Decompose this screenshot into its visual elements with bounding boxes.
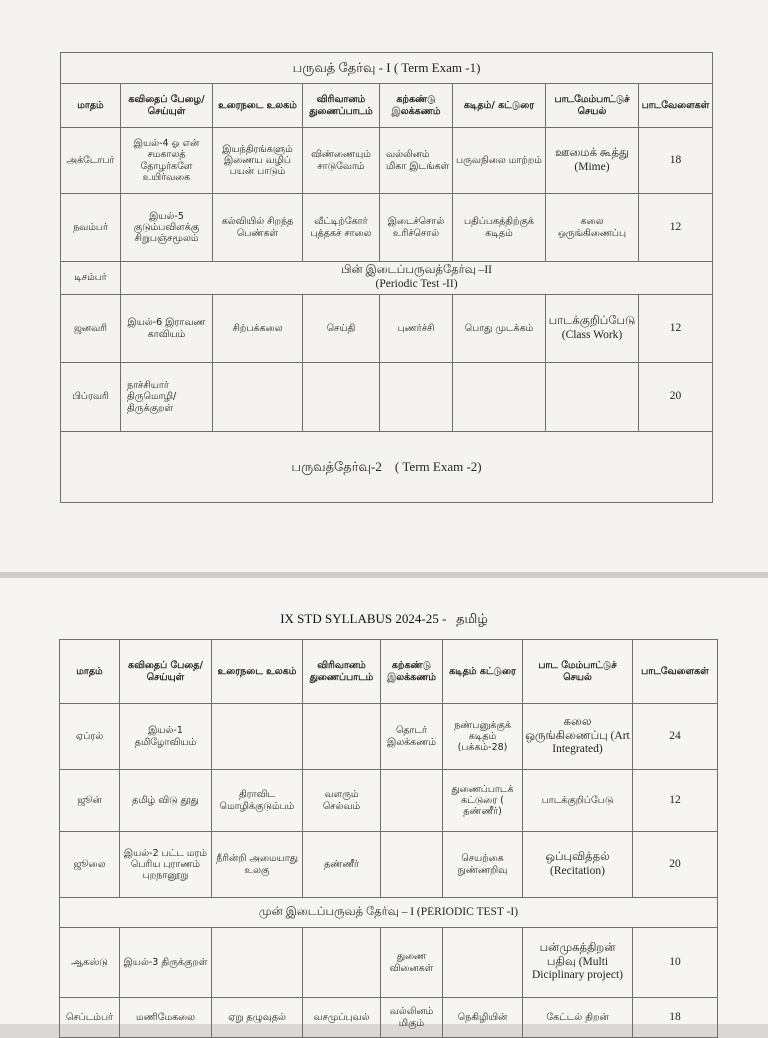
poetry-cell: இயல்-6 இராவண காவியம்: [121, 295, 213, 363]
poetry-cell: மணிமேகலை: [120, 998, 212, 1038]
header-supplementary: விரிவானம் துணைப்பாடம்: [303, 640, 381, 704]
letter-cell: பொது முடக்கம்: [453, 295, 546, 363]
grammar-cell: இடைச்சொல் உரிச்சொல்: [380, 194, 453, 262]
letter-cell: [443, 928, 523, 998]
header-supplementary: விரிவானம் துணைப்பாடம்: [303, 84, 380, 128]
poetry-cell: தமிழ் விடு தூது: [120, 770, 212, 832]
periodic-test-text: பின் இடைப்பருவத்தேர்வு –II: [341, 264, 492, 277]
activity-cell: கலை ஒருங்கிணைப்பு: [546, 194, 639, 262]
table-row: [61, 128, 713, 194]
header-activity: பாட மேம்பாட்டுச் செயல்: [523, 640, 633, 704]
periods-cell: 18: [633, 998, 718, 1038]
header-activity: பாடமேம்பாட்டுச் செயல்: [546, 84, 639, 128]
grammar-cell: வல்லினம் மிகா இடங்கள்: [380, 128, 453, 194]
activity-cell: பாடக்குறிப்பேடு (Class Work): [546, 295, 639, 363]
header-periods: பாடவேளைகள்: [639, 84, 713, 128]
table-row: [60, 928, 718, 998]
grammar-cell: வல்லினம் மிகும்: [381, 998, 443, 1038]
letter-cell: நெகிழியின்: [443, 998, 523, 1038]
term-exam-2-footer: பருவத்தேர்வு-2 ( Term Exam -2): [61, 432, 713, 503]
month-cell: ஜனவரி: [61, 295, 121, 363]
grammar-cell: தொடர் இலக்கணம்: [381, 704, 443, 770]
poetry-cell: இயல்-3 திருக்குறள்: [120, 928, 212, 998]
periods-cell: 24: [633, 704, 718, 770]
poetry-cell: இயல்-4 ஓ என் சமகாலத் தோழர்களே உயிர்வகை: [121, 128, 213, 194]
periodic-test-cell: [121, 262, 713, 295]
poetry-cell: நாச்சியார் திருமொழி/ திருக்குறள்: [121, 363, 213, 432]
header-prose: உரைநடை உலகம்: [212, 640, 303, 704]
supplementary-cell: செய்தி: [303, 295, 380, 363]
activity-cell: பன்முகத்திறன் பதிவு (Multi Diciplinary project): [523, 928, 633, 998]
grammar-cell: [381, 832, 443, 898]
table-row: [60, 770, 718, 832]
supplementary-cell: வளரும் செல்வம்: [303, 770, 381, 832]
table-row: [61, 295, 713, 363]
letter-cell: பதிப்பகத்திற்குக் கடிதம்: [453, 194, 546, 262]
periodic-test-1-row: முன் இடைப்பருவத் தேர்வு – I (PERIODIC TEST -I): [60, 898, 718, 928]
term-exam-title: பருவத் தேர்வு - I ( Term Exam -1): [61, 53, 713, 84]
syllabus-table: [59, 639, 718, 1038]
table-row: [61, 194, 713, 262]
activity-cell: கலை ஒருங்கிணைப்பு (Art Integrated): [523, 704, 633, 770]
letter-cell: செயற்கை நுண்ணறிவு: [443, 832, 523, 898]
supplementary-cell: தண்ணீர்: [303, 832, 381, 898]
header-letter: கடிதம் கட்டுரை: [443, 640, 523, 704]
header-prose: உரைநடை உலகம்: [213, 84, 303, 128]
month-cell: ஜூலை: [60, 832, 120, 898]
grammar-cell: [380, 363, 453, 432]
periodic-test-text-en: (Periodic Test -II): [375, 278, 458, 290]
prose-cell: நீரின்றி அமையாது உலகு: [212, 832, 303, 898]
supplementary-cell: வசமுப்புவல்: [303, 998, 381, 1038]
periods-cell: 20: [633, 832, 718, 898]
grammar-cell: புணர்ச்சி: [380, 295, 453, 363]
header-grammar: கற்கண்டு இலக்கணம்: [380, 84, 453, 128]
prose-cell: [212, 928, 303, 998]
prose-cell: சிற்பக்கலை: [213, 295, 303, 363]
month-cell: ஏப்ரல்: [60, 704, 120, 770]
letter-cell: நண்பனுக்குக் கடிதம் (பக்கம்-28): [443, 704, 523, 770]
month-cell: பிப்ரவரி: [61, 363, 121, 432]
month-cell: நவம்பர்: [61, 194, 121, 262]
supplementary-cell: வீட்டிற்கோர் புத்தகச் சாலை: [303, 194, 380, 262]
month-cell: செப்டம்பர்: [60, 998, 120, 1038]
activity-cell: ஒப்புவித்தல் (Recitation): [523, 832, 633, 898]
month-cell: ஜூன்: [60, 770, 120, 832]
periods-cell: 12: [639, 295, 713, 363]
periods-cell: 12: [639, 194, 713, 262]
prose-cell: இயந்திரங்களும் இணைய வழிப் பயன் பாடும்: [213, 128, 303, 194]
table-row: [60, 832, 718, 898]
header-grammar: கற்கண்டு இலக்கணம்: [381, 640, 443, 704]
periods-cell: 18: [639, 128, 713, 194]
grammar-cell: [381, 770, 443, 832]
term-exam-table: [60, 52, 713, 503]
activity-cell: பாடக்குறிப்பேடு: [523, 770, 633, 832]
header-periods: பாடவேளைகள்: [633, 640, 718, 704]
header-poetry: கவிதைப் பேதை/செய்யுள்: [120, 640, 212, 704]
periods-cell: 20: [639, 363, 713, 432]
activity-cell: ஊமைக் கூத்து (Mime): [546, 128, 639, 194]
header-letter: கடிதம்/ கட்டுரை: [453, 84, 546, 128]
grammar-cell: துணை வினைகள்: [381, 928, 443, 998]
activity-cell: [546, 363, 639, 432]
supplementary-cell: [303, 363, 380, 432]
supplementary-cell: [303, 704, 381, 770]
table-row: [61, 262, 713, 295]
poetry-cell: இயல்-5 குடும்பவிளக்கு சிறுபஞ்சமூலம்: [121, 194, 213, 262]
month-cell: டிசம்பர்: [61, 262, 121, 295]
letter-cell: துணைப்பாடக் கட்டுரை ( தண்ணீர்): [443, 770, 523, 832]
prose-cell: திராவிட மொழிக்குடும்பம்: [212, 770, 303, 832]
periods-cell: 12: [633, 770, 718, 832]
syllabus-title: IX STD SYLLABUS 2024-25 - தமிழ்: [280, 611, 488, 626]
month-cell: அக்டோபர்: [61, 128, 121, 194]
table-row: [60, 704, 718, 770]
table-row: [60, 998, 718, 1038]
poetry-cell: இயல்-2 பட்ட மரம் பெரிய புராணம் புறநானூறு: [120, 832, 212, 898]
prose-cell: கல்வியில் சிறந்த பெண்கள்: [213, 194, 303, 262]
letter-cell: [453, 363, 546, 432]
activity-cell: கேட்டல் திறன்: [523, 998, 633, 1038]
header-month: மாதம்: [61, 84, 121, 128]
prose-cell: [212, 704, 303, 770]
header-poetry: கவிதைப் பேழை/செய்யுள்: [121, 84, 213, 128]
prose-cell: ஏறு தழுவுதல்: [212, 998, 303, 1038]
prose-cell: [213, 363, 303, 432]
letter-cell: பருவநிலை மாற்றம்: [453, 128, 546, 194]
supplementary-cell: விண்ணையும் சாடுவோம்: [303, 128, 380, 194]
header-month: மாதம்: [60, 640, 120, 704]
table-row: [61, 363, 713, 432]
month-cell: ஆகஸ்டு: [60, 928, 120, 998]
poetry-cell: இயல்-1 தமிழோவியம்: [120, 704, 212, 770]
supplementary-cell: [303, 928, 381, 998]
periods-cell: 10: [633, 928, 718, 998]
